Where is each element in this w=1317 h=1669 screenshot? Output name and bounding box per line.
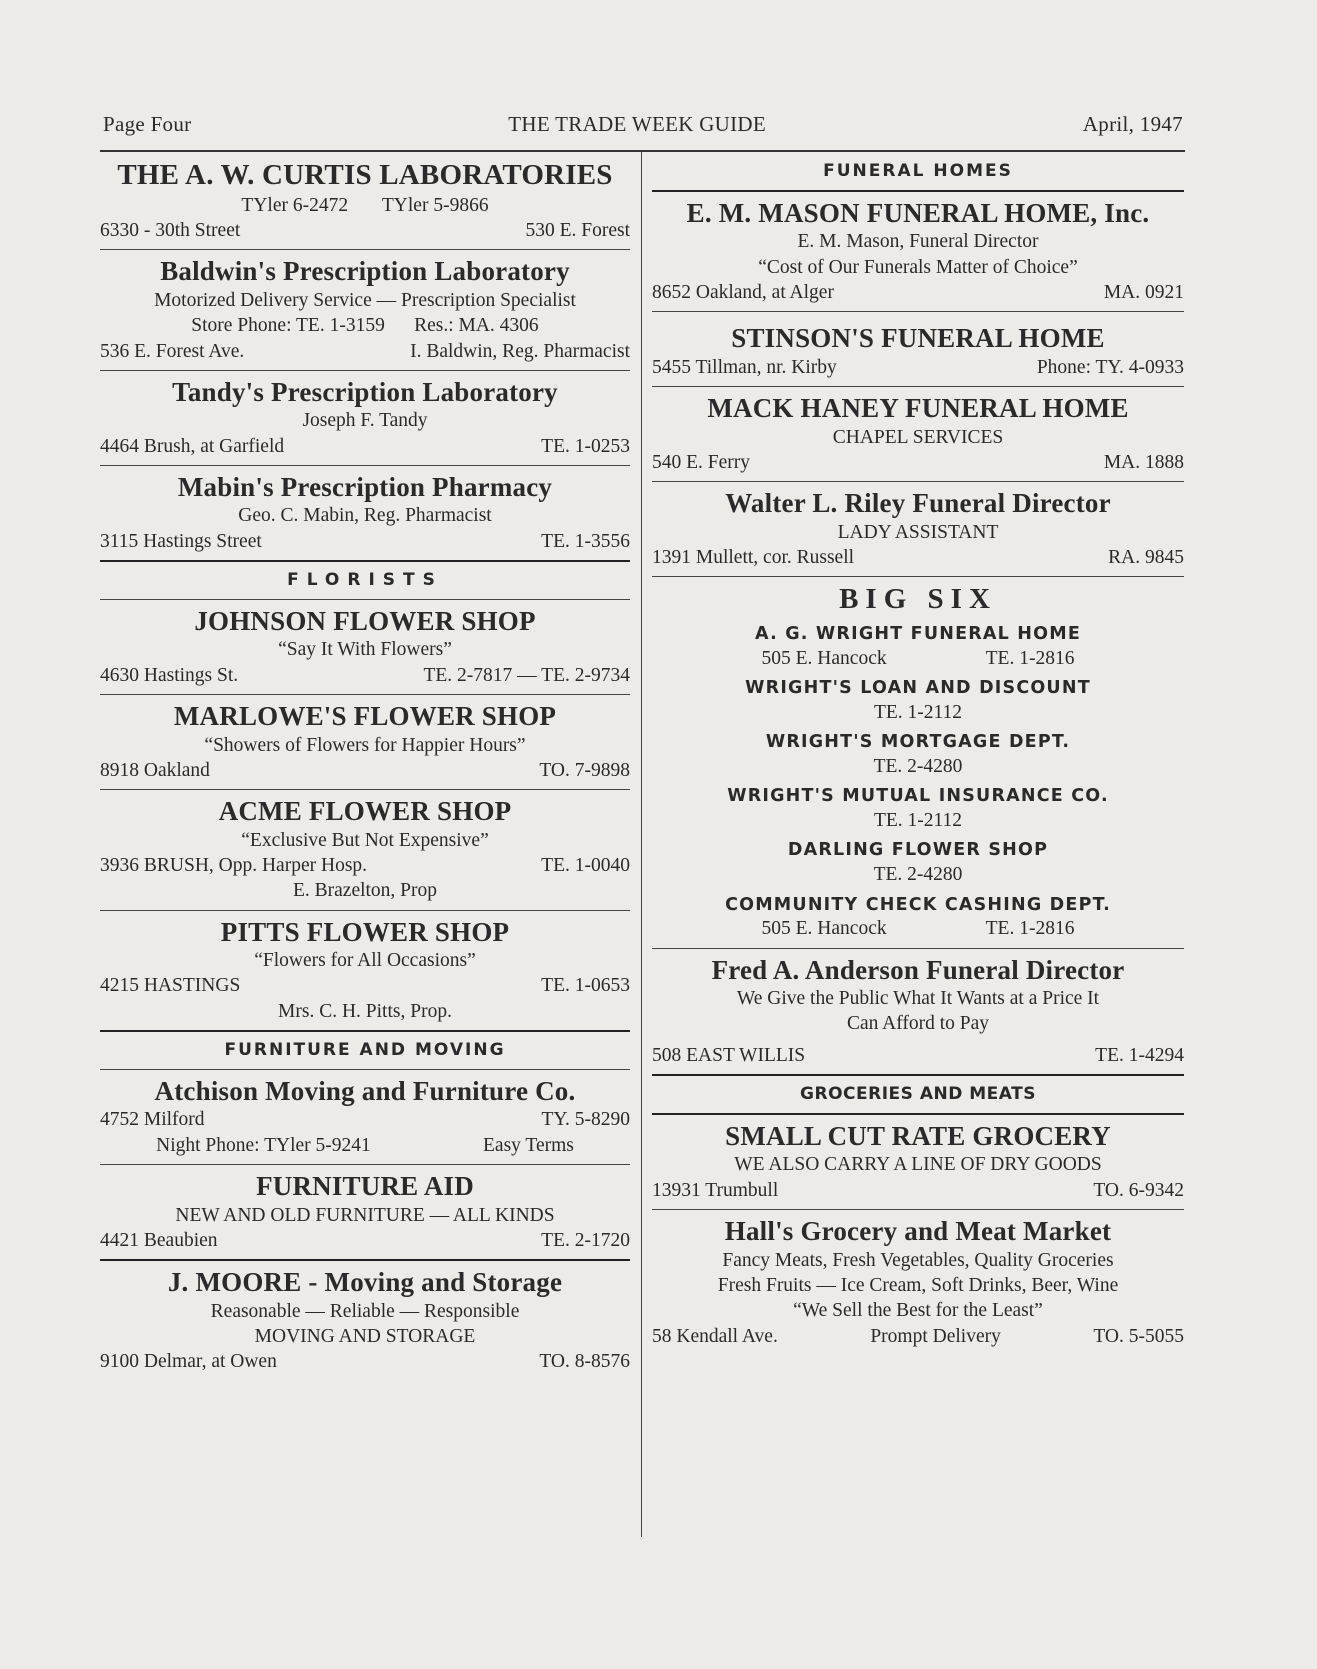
big-six-item-name: DARLING FLOWER SHOP bbox=[787, 840, 1049, 861]
ad-address-row bbox=[100, 1349, 630, 1374]
ad-terms: Easy Terms bbox=[483, 1134, 574, 1156]
ad-riley bbox=[652, 484, 1184, 574]
ad-title: PITTS FLOWER SHOP bbox=[220, 916, 510, 947]
ad-title: Atchison Moving and Furniture Co. bbox=[154, 1076, 576, 1107]
ad-address: 58 Kendall Ave. bbox=[652, 1325, 778, 1347]
divider bbox=[652, 1113, 1184, 1115]
ad-address-row bbox=[100, 1107, 630, 1132]
ad-address: 4630 Hastings St. bbox=[100, 664, 239, 686]
ad-title: SMALL CUT RATE GROCERY bbox=[725, 1121, 1111, 1152]
ad-address: 13931 Trumbull bbox=[652, 1179, 779, 1201]
ad-phone: TO. 6-9342 bbox=[1093, 1179, 1184, 1201]
ad-stinson bbox=[652, 314, 1184, 384]
big-six-item-name: COMMUNITY CHECK CASHING DEPT. bbox=[725, 894, 1111, 915]
divider bbox=[652, 1209, 1184, 1210]
divider bbox=[100, 560, 630, 562]
ad-address: 5455 Tillman, nr. Kirby bbox=[652, 356, 837, 378]
ad-phone: RA. 9845 bbox=[1108, 546, 1184, 568]
ad-title: JOHNSON FLOWER SHOP bbox=[194, 606, 536, 637]
ad-line: LADY ASSISTANT bbox=[837, 521, 999, 543]
right-column bbox=[652, 155, 1184, 1353]
divider bbox=[100, 1259, 630, 1261]
ad-phone: TO. 8-8576 bbox=[539, 1351, 630, 1373]
ad-anderson bbox=[652, 951, 1184, 1072]
big-six-item-contact bbox=[652, 916, 1184, 941]
ad-small-cut-rate bbox=[652, 1117, 1184, 1207]
ad-address-row bbox=[100, 1228, 630, 1253]
ad-phone: Night Phone: TYler 5-9241 bbox=[156, 1134, 371, 1156]
ad-phones bbox=[100, 193, 630, 218]
ad-address: 3115 Hastings Street bbox=[100, 530, 262, 552]
ad-phone: TE. 2-4280 bbox=[873, 756, 963, 778]
publication-title: THE TRADE WEEK GUIDE bbox=[508, 112, 767, 136]
ad-line: We Give the Public What It Wants at a Price It bbox=[736, 988, 1100, 1010]
ad-phone: TE. 1-2816 bbox=[985, 647, 1075, 669]
big-six-item-name: WRIGHT'S MORTGAGE DEPT. bbox=[765, 732, 1071, 753]
divider bbox=[100, 465, 630, 466]
divider bbox=[652, 386, 1184, 387]
ad-title: Hall's Grocery and Meat Market bbox=[724, 1216, 1112, 1247]
ad-phone: TE. 2-1720 bbox=[541, 1229, 630, 1251]
page-number: Page Four bbox=[103, 112, 192, 136]
ad-phone: TYler 6-2472 bbox=[241, 194, 349, 216]
ad-extra-row bbox=[100, 1133, 630, 1158]
ad-moore bbox=[100, 1263, 630, 1378]
divider bbox=[652, 576, 1184, 577]
divider bbox=[100, 370, 630, 371]
ad-address: 4752 Milford bbox=[100, 1109, 205, 1131]
divider bbox=[652, 190, 1184, 192]
ad-line: Fresh Fruits — Ice Cream, Soft Drinks, Beer, Wine bbox=[717, 1274, 1119, 1296]
ad-phone: MA. 0921 bbox=[1103, 282, 1184, 304]
ad-title: BIG SIX bbox=[839, 583, 997, 616]
ad-phone: TE. 1-0253 bbox=[541, 435, 630, 457]
ad-address: 4464 Brush, at Garfield bbox=[100, 435, 285, 457]
divider bbox=[100, 1030, 630, 1032]
ad-title: MACK HANEY FUNERAL HOME bbox=[707, 393, 1129, 424]
ad-address: 9100 Delmar, at Owen bbox=[100, 1351, 277, 1373]
ad-title: E. M. MASON FUNERAL HOME, Inc. bbox=[686, 198, 1150, 228]
ad-phones bbox=[100, 313, 630, 338]
ad-address-row bbox=[100, 663, 630, 688]
ad-slogan: “Showers of Flowers for Happier Hours” bbox=[204, 734, 526, 756]
ad-title: Baldwin's Prescription Laboratory bbox=[160, 256, 570, 287]
ad-phone: TO. 5-5055 bbox=[1093, 1325, 1184, 1347]
ad-owner: Joseph F. Tandy bbox=[302, 410, 428, 432]
ad-address-row bbox=[652, 1178, 1184, 1203]
ad-address-row bbox=[652, 450, 1184, 475]
ad-slogan: “Cost of Our Funerals Matter of Choice” bbox=[758, 256, 1078, 278]
ad-phone: TE. 1-3556 bbox=[541, 530, 630, 552]
ad-slogan: “We Sell the Best for the Least” bbox=[793, 1300, 1043, 1322]
ad-line: Reasonable — Reliable — Responsible bbox=[210, 1300, 520, 1322]
ad-phone: Phone: TY. 4-0933 bbox=[1036, 356, 1184, 378]
section-heading-furniture: FURNITURE AND MOVING bbox=[224, 1040, 506, 1061]
ad-phone: Res.: MA. 4306 bbox=[414, 315, 539, 337]
ad-phone: TE. 1-0040 bbox=[541, 854, 630, 876]
ad-phone: Store Phone: TE. 1-3159 bbox=[191, 315, 385, 337]
ad-phone: MA. 1888 bbox=[1103, 451, 1184, 473]
ad-address-row bbox=[652, 280, 1184, 305]
ad-title: MARLOWE'S FLOWER SHOP bbox=[173, 701, 557, 732]
ad-title: Walter L. Riley Funeral Director bbox=[725, 488, 1111, 519]
ad-title: J. MOORE - Moving and Storage bbox=[167, 1267, 563, 1298]
ad-delivery: Prompt Delivery bbox=[870, 1325, 1001, 1347]
section-heading-funeral: FUNERAL HOMES bbox=[823, 161, 1013, 181]
ad-phone: TE. 1-4294 bbox=[1095, 1044, 1184, 1066]
ad-line: MOVING AND STORAGE bbox=[254, 1325, 476, 1347]
ad-curtis bbox=[100, 155, 630, 247]
ad-address-row bbox=[100, 434, 630, 459]
ad-address: 505 E. Hancock bbox=[761, 647, 887, 669]
ad-title: Fred A. Anderson Funeral Director bbox=[711, 954, 1125, 985]
ad-slogan: “Exclusive But Not Expensive” bbox=[241, 829, 489, 851]
ad-phone: TE. 1-2112 bbox=[873, 701, 963, 723]
ad-address: 530 E. Forest bbox=[525, 220, 630, 242]
ad-johnson bbox=[100, 602, 630, 692]
divider bbox=[100, 599, 630, 600]
issue-date: April, 1947 bbox=[1082, 112, 1183, 136]
ad-address: 508 EAST WILLIS bbox=[652, 1044, 806, 1066]
divider bbox=[652, 948, 1184, 949]
ad-address-row bbox=[652, 1043, 1184, 1068]
divider bbox=[100, 1164, 630, 1165]
ad-title: FURNITURE AID bbox=[256, 1171, 474, 1202]
ad-address: 6330 - 30th Street bbox=[100, 220, 241, 242]
ad-owner: E. M. Mason, Funeral Director bbox=[797, 231, 1039, 253]
divider bbox=[652, 1074, 1184, 1076]
ad-title: STINSON'S FUNERAL HOME bbox=[731, 323, 1105, 354]
ad-address-row bbox=[100, 853, 630, 878]
ad-slogan: “Flowers for All Occasions” bbox=[254, 950, 476, 972]
ad-address: 3936 BRUSH, Opp. Harper Hosp. bbox=[100, 854, 368, 876]
ad-acme bbox=[100, 792, 630, 907]
ad-phone: TYler 5-9866 bbox=[381, 194, 489, 216]
ad-phone: TO. 7-9898 bbox=[539, 759, 630, 781]
ad-address: 4215 HASTINGS bbox=[100, 975, 241, 997]
ad-owner: Mrs. C. H. Pitts, Prop. bbox=[278, 1000, 452, 1022]
ad-address-row bbox=[100, 758, 630, 783]
ad-baldwin bbox=[100, 252, 630, 367]
ad-line: WE ALSO CARRY A LINE OF DRY GOODS bbox=[734, 1154, 1102, 1176]
ad-line: Can Afford to Pay bbox=[846, 1013, 990, 1035]
ad-phone: TE. 1-2816 bbox=[985, 918, 1075, 940]
ad-address: 540 E. Ferry bbox=[652, 451, 751, 473]
page-header bbox=[103, 112, 1183, 137]
ad-address-row bbox=[652, 355, 1184, 380]
ad-line: Fancy Meats, Fresh Vegetables, Quality Groceries bbox=[722, 1249, 1114, 1271]
column-divider bbox=[641, 152, 642, 1537]
ad-big-six bbox=[652, 579, 1184, 945]
ad-address: 536 E. Forest Ave. bbox=[100, 340, 245, 362]
ad-pitts bbox=[100, 913, 630, 1028]
ad-owner: Geo. C. Mabin, Reg. Pharmacist bbox=[238, 505, 492, 527]
ad-atchison bbox=[100, 1072, 630, 1162]
ad-haney bbox=[652, 389, 1184, 479]
divider bbox=[100, 1069, 630, 1070]
ad-phone: TY. 5-8290 bbox=[541, 1109, 630, 1131]
ad-address-row bbox=[652, 545, 1184, 570]
ad-address: 4421 Beaubien bbox=[100, 1229, 218, 1251]
ad-title: THE A. W. CURTIS LABORATORIES bbox=[117, 159, 613, 191]
ad-slogan: “Say It With Flowers” bbox=[278, 639, 452, 661]
ad-phone: TE. 1-0653 bbox=[541, 975, 630, 997]
divider bbox=[100, 910, 630, 911]
ad-phone: TE. 2-4280 bbox=[873, 864, 963, 886]
ad-address-row bbox=[652, 1324, 1184, 1349]
divider bbox=[100, 694, 630, 695]
section-heading-florists: FLORISTS bbox=[287, 570, 443, 591]
ad-address-row bbox=[100, 973, 630, 998]
header-rule bbox=[100, 150, 1185, 152]
divider bbox=[100, 249, 630, 250]
ad-title: Tandy's Prescription Laboratory bbox=[172, 376, 558, 407]
ad-tandy bbox=[100, 373, 630, 463]
divider bbox=[100, 789, 630, 790]
ad-address-row bbox=[100, 529, 630, 554]
ad-title: Mabin's Prescription Pharmacy bbox=[177, 471, 553, 502]
ad-owner: I. Baldwin, Reg. Pharmacist bbox=[410, 340, 630, 362]
ad-title: ACME FLOWER SHOP bbox=[218, 796, 512, 827]
ad-address: 8652 Oakland, at Alger bbox=[652, 282, 834, 304]
ad-mason bbox=[652, 194, 1184, 309]
left-column bbox=[100, 155, 630, 1379]
ad-line: CHAPEL SERVICES bbox=[832, 426, 1004, 448]
ad-address-row bbox=[100, 339, 630, 364]
ad-marlowe bbox=[100, 697, 630, 787]
ad-hall bbox=[652, 1212, 1184, 1353]
big-six-item-name: WRIGHT'S LOAN AND DISCOUNT bbox=[745, 678, 1091, 699]
ad-address: 505 E. Hancock bbox=[761, 918, 887, 940]
ad-address: 8918 Oakland bbox=[100, 759, 210, 781]
big-six-item-name: WRIGHT'S MUTUAL INSURANCE CO. bbox=[727, 786, 1109, 807]
ad-phone: TE. 2-7817 — TE. 2-9734 bbox=[423, 664, 630, 686]
divider bbox=[652, 481, 1184, 482]
ad-line: Motorized Delivery Service — Prescription Specialist bbox=[154, 289, 576, 311]
big-six-item-name: A. G. WRIGHT FUNERAL HOME bbox=[755, 624, 1081, 645]
ad-address-row bbox=[100, 218, 630, 243]
divider bbox=[652, 311, 1184, 312]
big-six-item-contact bbox=[652, 646, 1184, 671]
ad-owner: E. Brazelton, Prop bbox=[292, 880, 438, 902]
ad-address: 1391 Mullett, cor. Russell bbox=[652, 546, 855, 568]
ad-phone: TE. 1-2112 bbox=[873, 810, 963, 832]
section-heading-groceries: GROCERIES AND MEATS bbox=[800, 1084, 1036, 1105]
ad-line: NEW AND OLD FURNITURE — ALL KINDS bbox=[175, 1204, 555, 1226]
ad-furniture-aid bbox=[100, 1167, 630, 1257]
ad-mabin bbox=[100, 468, 630, 558]
